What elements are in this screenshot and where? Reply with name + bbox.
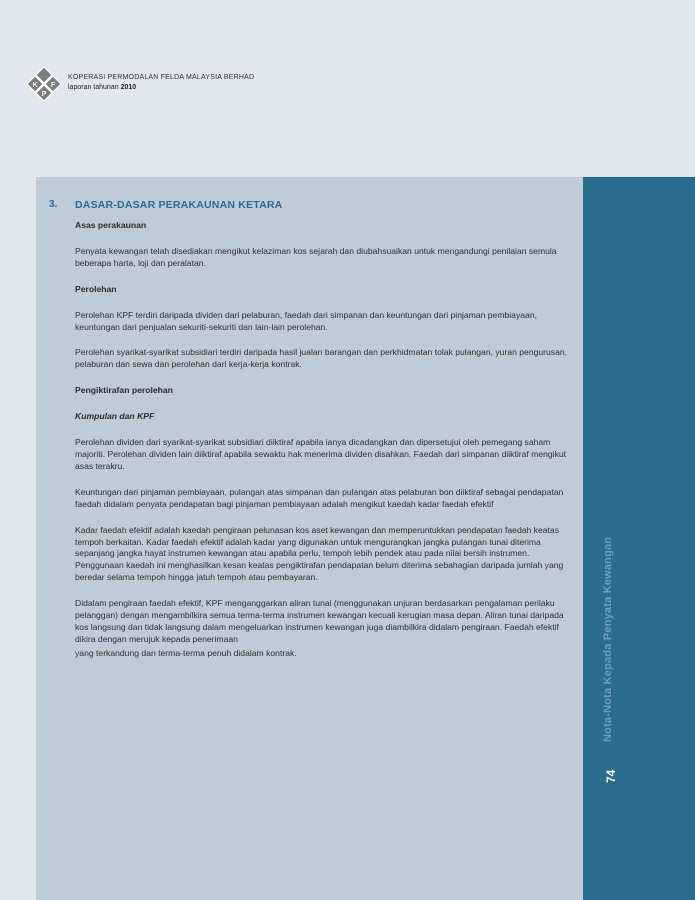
paragraph-keuntungan: Keuntungan dari pinjaman pembiayaan, pulangan atas simpanan dan pulangan atas pelaburan bon diiktiraf sebagai pendapatan faedah didalam penyata pendapatan bagi pinjaman pembiayaan adalah mengikut kaedah kadar faedah efektif [75, 486, 564, 509]
heading-perolehan: Perolehan [75, 283, 117, 294]
kpf-logo-icon [26, 66, 62, 102]
heading-kumpulan-dan-kpf: Kumpulan dan KPF [75, 411, 155, 422]
heading-asas-perakaunan: Asas perakaunan [75, 220, 147, 230]
paragraph-perolehan-subsidiari: Perolehan syarikat-syarikat subsidiari terdiri daripada hasil jualan barangan dan perkhidmatan tolak pulangan, yuran pengurusan, pelaburan dan sewa dan perolehan dari kerja-kerja kontrak. [75, 347, 568, 370]
logo-letter-f: F [50, 82, 56, 89]
paragraph-perolehan-kpf: Perolehan KPF terdiri daripada dividen dari pelaburan, faedah dari simpanan dan keuntungan dari pinjaman pembiayaan, keuntungan dari penjualan sekuriti-sekuriti dan lain-lain perolehan. [75, 309, 537, 332]
paragraph-asas-perakaunan: Penyata kewangan telah disediakan mengikut kelaziman kos sejarah dan diubahsuaikan untuk mengandungi penilaian semula beberapa harta, loji dan peralatan. [75, 245, 557, 268]
report-subtitle [68, 84, 136, 91]
paragraph-dividen: Perolehan dividen dari syarikat-syarikat subsidiari diiktiraf apabila ianya dicadangkan dan dipersetujui oleh pemegang saham majoriti. Perolehan dividen lain diiktiraf apabila sewaktu hak menerima dividen disahkan. Faedah dari simpanan diiktiraf mengikut asas terakru. [75, 437, 567, 471]
logo-letter-p: P [41, 91, 47, 98]
section-title: DASAR-DASAR PERAKAUNAN KETARA [75, 199, 283, 211]
logo-letter-k: K [32, 82, 38, 89]
report-year: 2010 [120, 84, 137, 91]
company-name: KOPERASI PERMODALAN FELDA MALAYSIA BERHAD [68, 74, 255, 81]
section-number: 3. [49, 199, 58, 210]
heading-pengiktirafan-perolehan: Pengiktirafan perolehan [75, 385, 173, 396]
paragraph-pengiraan-faedah: Didalam pengiraan faedah efektif, KPF menganggarkan aliran tunai (menggunakan unjuran berdasarkan pengalaman perilaku pelanggan) dengan mengambilkira semua terma-terma instrumen kewangan kecuali kerugian masa depan. Aliran tunai daripada kos langsung dan tidak langsung dalam mengeluarkan instrumen kewangan juga diambilkira didalam pengiraan. Faedah efektif dikira dengan merujuk kepada penerimaan [75, 598, 564, 644]
sidebar-label: Nota-Nota Kepada Penyata Kewangan [602, 536, 614, 742]
document-header [26, 66, 426, 106]
report-prefix: laporan tahunan [68, 84, 119, 91]
section-body [75, 220, 575, 660]
paragraph-kadar-faedah-efektif: Kadar faedah efektif adalah kaedah pengiraan pelunasan kos aset kewangan dan memperuntukkan pendapatan faedah keatas tempoh berkaitan. Kadar faedah efektif adalah kadar yang digunakan untuk mengurangkan jangka pulangan tunai diterima sepanjang jangka hayat instrumen kewangan atau apabila perlu, tempoh lebih pendek atau pada nilai bersih instrumen. Penggunaan kaedah ini menghasilkan kesan keatas pengiktirafan pendapatan belum diterima sebahagian daripada jumlah yang beredar selama tempoh hingga jatuh tempoh atau pembayaran. [75, 524, 564, 583]
page-number: 74 [604, 769, 618, 783]
paragraph-pengiraan-faedah-last-line: yang terkandung dan terma-terma penuh didalam kontrak. [75, 647, 297, 658]
sidebar-band [583, 177, 695, 900]
